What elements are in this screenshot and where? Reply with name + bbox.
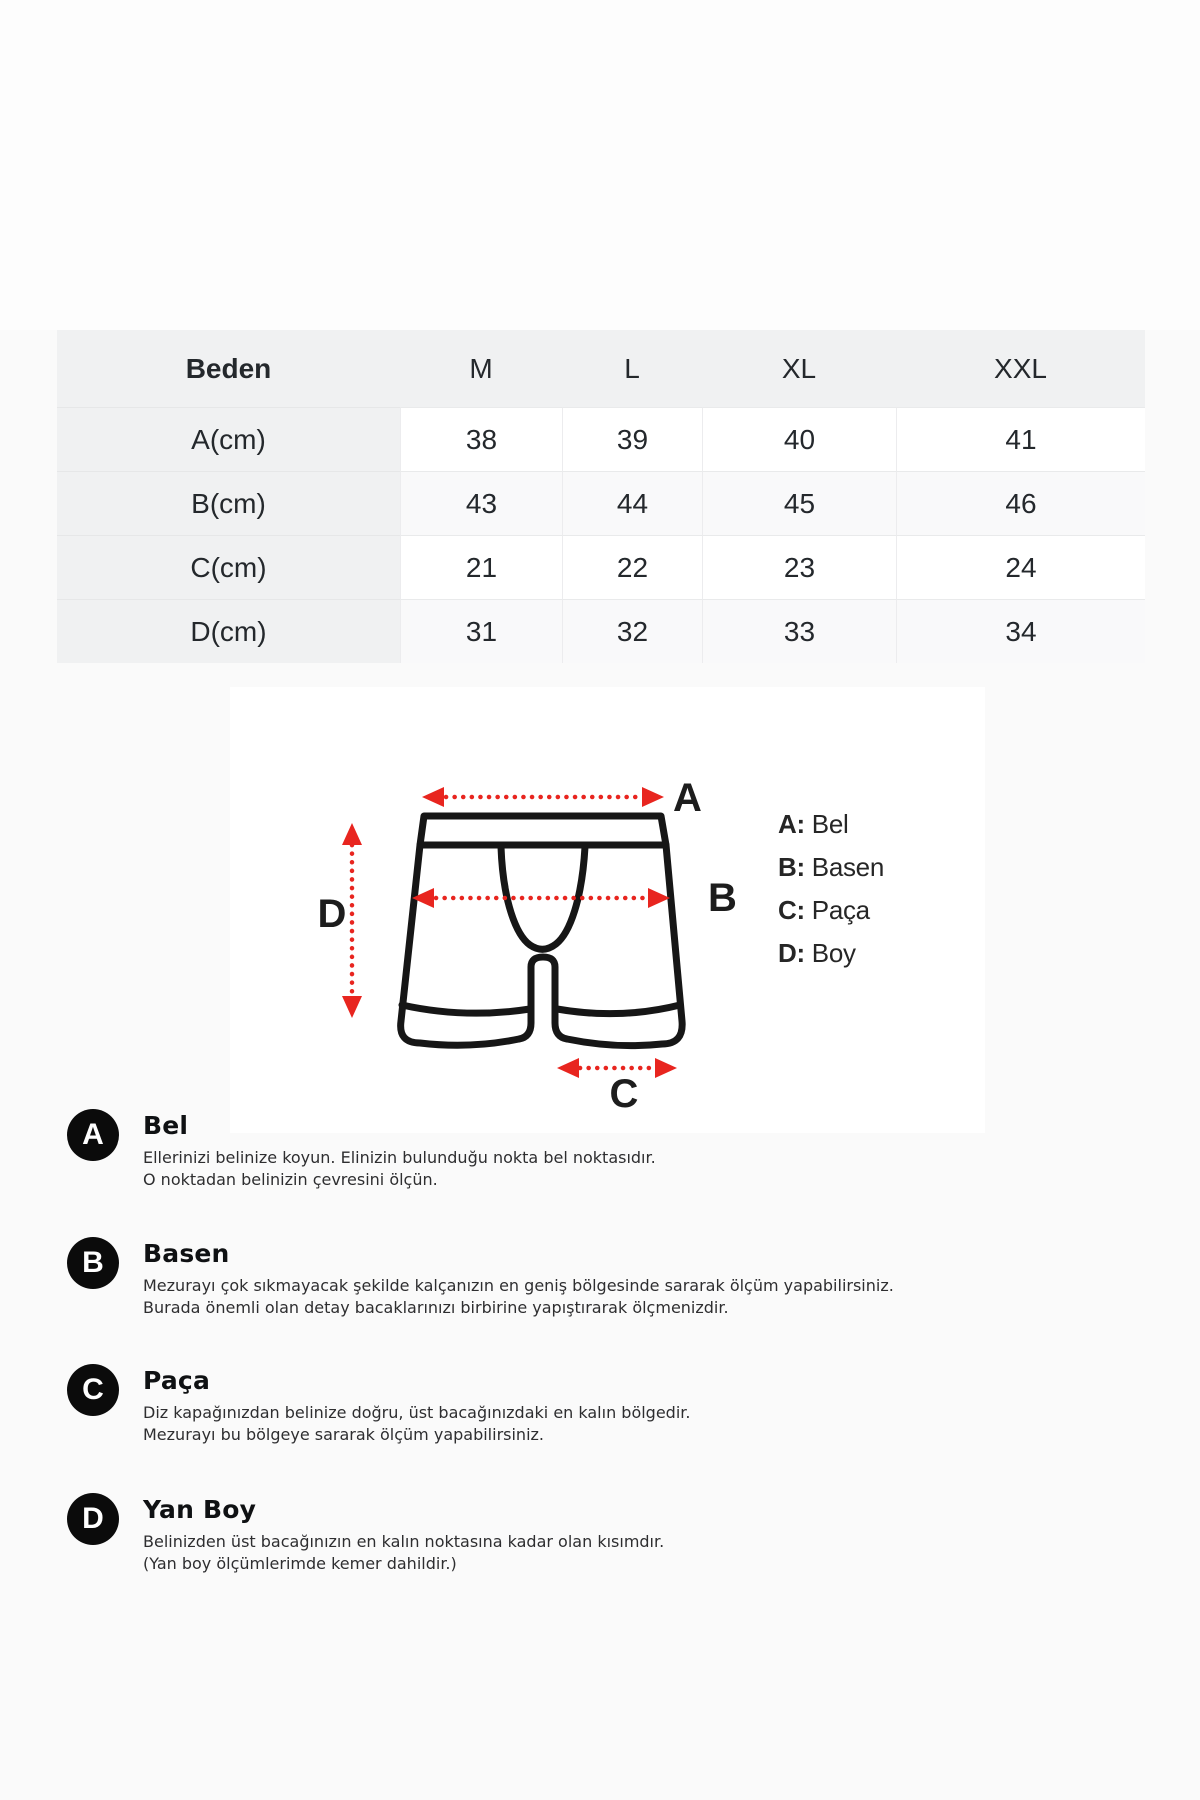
table-header-cell: Beden [57,330,400,407]
table-row-label: A(cm) [57,407,400,471]
diagram-legend [778,803,884,975]
table-cell: 46 [896,471,1145,535]
letter-badge-c: C [67,1364,119,1416]
letter-badge-b: B [67,1237,119,1289]
table-cell: 31 [400,599,562,663]
section-title: Bel [143,1111,189,1140]
table-header-cell: XL [702,330,896,407]
section-text-line: Belinizden üst bacağınızın en kalın noktasına kadar olan kısımdır. [143,1532,665,1551]
legend-item: A: Bel [778,809,849,839]
table-header-cell: L [562,330,702,407]
section-title: Yan Boy [143,1495,257,1524]
label-d: D [317,892,347,936]
table-cell: 43 [400,471,562,535]
top-margin [0,0,1200,330]
table-row-label: C(cm) [57,535,400,599]
section-yan-boy [0,1493,1200,1613]
table-header-cell: M [400,330,562,407]
section-title: Paça [143,1366,211,1395]
section-text-line: Burada önemli olan detay bacaklarınızı birbirine yapıştırarak ölçmenizdir. [143,1298,729,1317]
table-cell: 24 [896,535,1145,599]
section-title: Basen [143,1239,230,1268]
label-b: B [708,876,737,920]
section-text-line: Mezurayı çok sıkmayacak şekilde kalçanızın en geniş bölgesinde sararak ölçüm yapabilirsiniz. [143,1276,894,1295]
letter-badge-a: A [67,1109,119,1161]
table-cell: 45 [702,471,896,535]
boxer-outline [401,816,683,1046]
table-header-cell: XXL [896,330,1145,407]
section-paca [0,1364,1200,1484]
table-cell: 22 [562,535,702,599]
table-cell: 33 [702,599,896,663]
table-row-label: B(cm) [57,471,400,535]
section-basen [0,1237,1200,1357]
table-cell: 34 [896,599,1145,663]
table-cell: 39 [562,407,702,471]
legend-item: D: Boy [778,938,856,968]
section-text-line: (Yan boy ölçümlerimde kemer dahildir.) [143,1554,457,1573]
table-row-label: D(cm) [57,599,400,663]
table-cell: 44 [562,471,702,535]
section-text-line: Ellerinizi belinize koyun. Elinizin bulunduğu nokta bel noktasıdır. [143,1148,656,1167]
table-cell: 21 [400,535,562,599]
table-cell: 38 [400,407,562,471]
label-c: C [609,1072,639,1116]
legend-item: C: Paça [778,895,870,925]
measurement-diagram [230,687,985,1133]
legend-item: B: Basen [778,852,885,882]
letter-badge-d: D [67,1493,119,1545]
size-table [57,330,1145,663]
section-text-line: Mezurayı bu bölgeye sararak ölçüm yapabilirsiniz. [143,1425,544,1444]
table-cell: 32 [562,599,702,663]
section-text-line: Diz kapağınızdan belinize doğru, üst bacağınızdaki en kalın bölgedir. [143,1403,691,1422]
section-text-line: O noktadan belinizin çevresini ölçün. [143,1170,438,1189]
table-cell: 40 [702,407,896,471]
table-cell: 41 [896,407,1145,471]
label-a: A [673,776,702,820]
section-bel [0,1109,1200,1229]
table-cell: 23 [702,535,896,599]
